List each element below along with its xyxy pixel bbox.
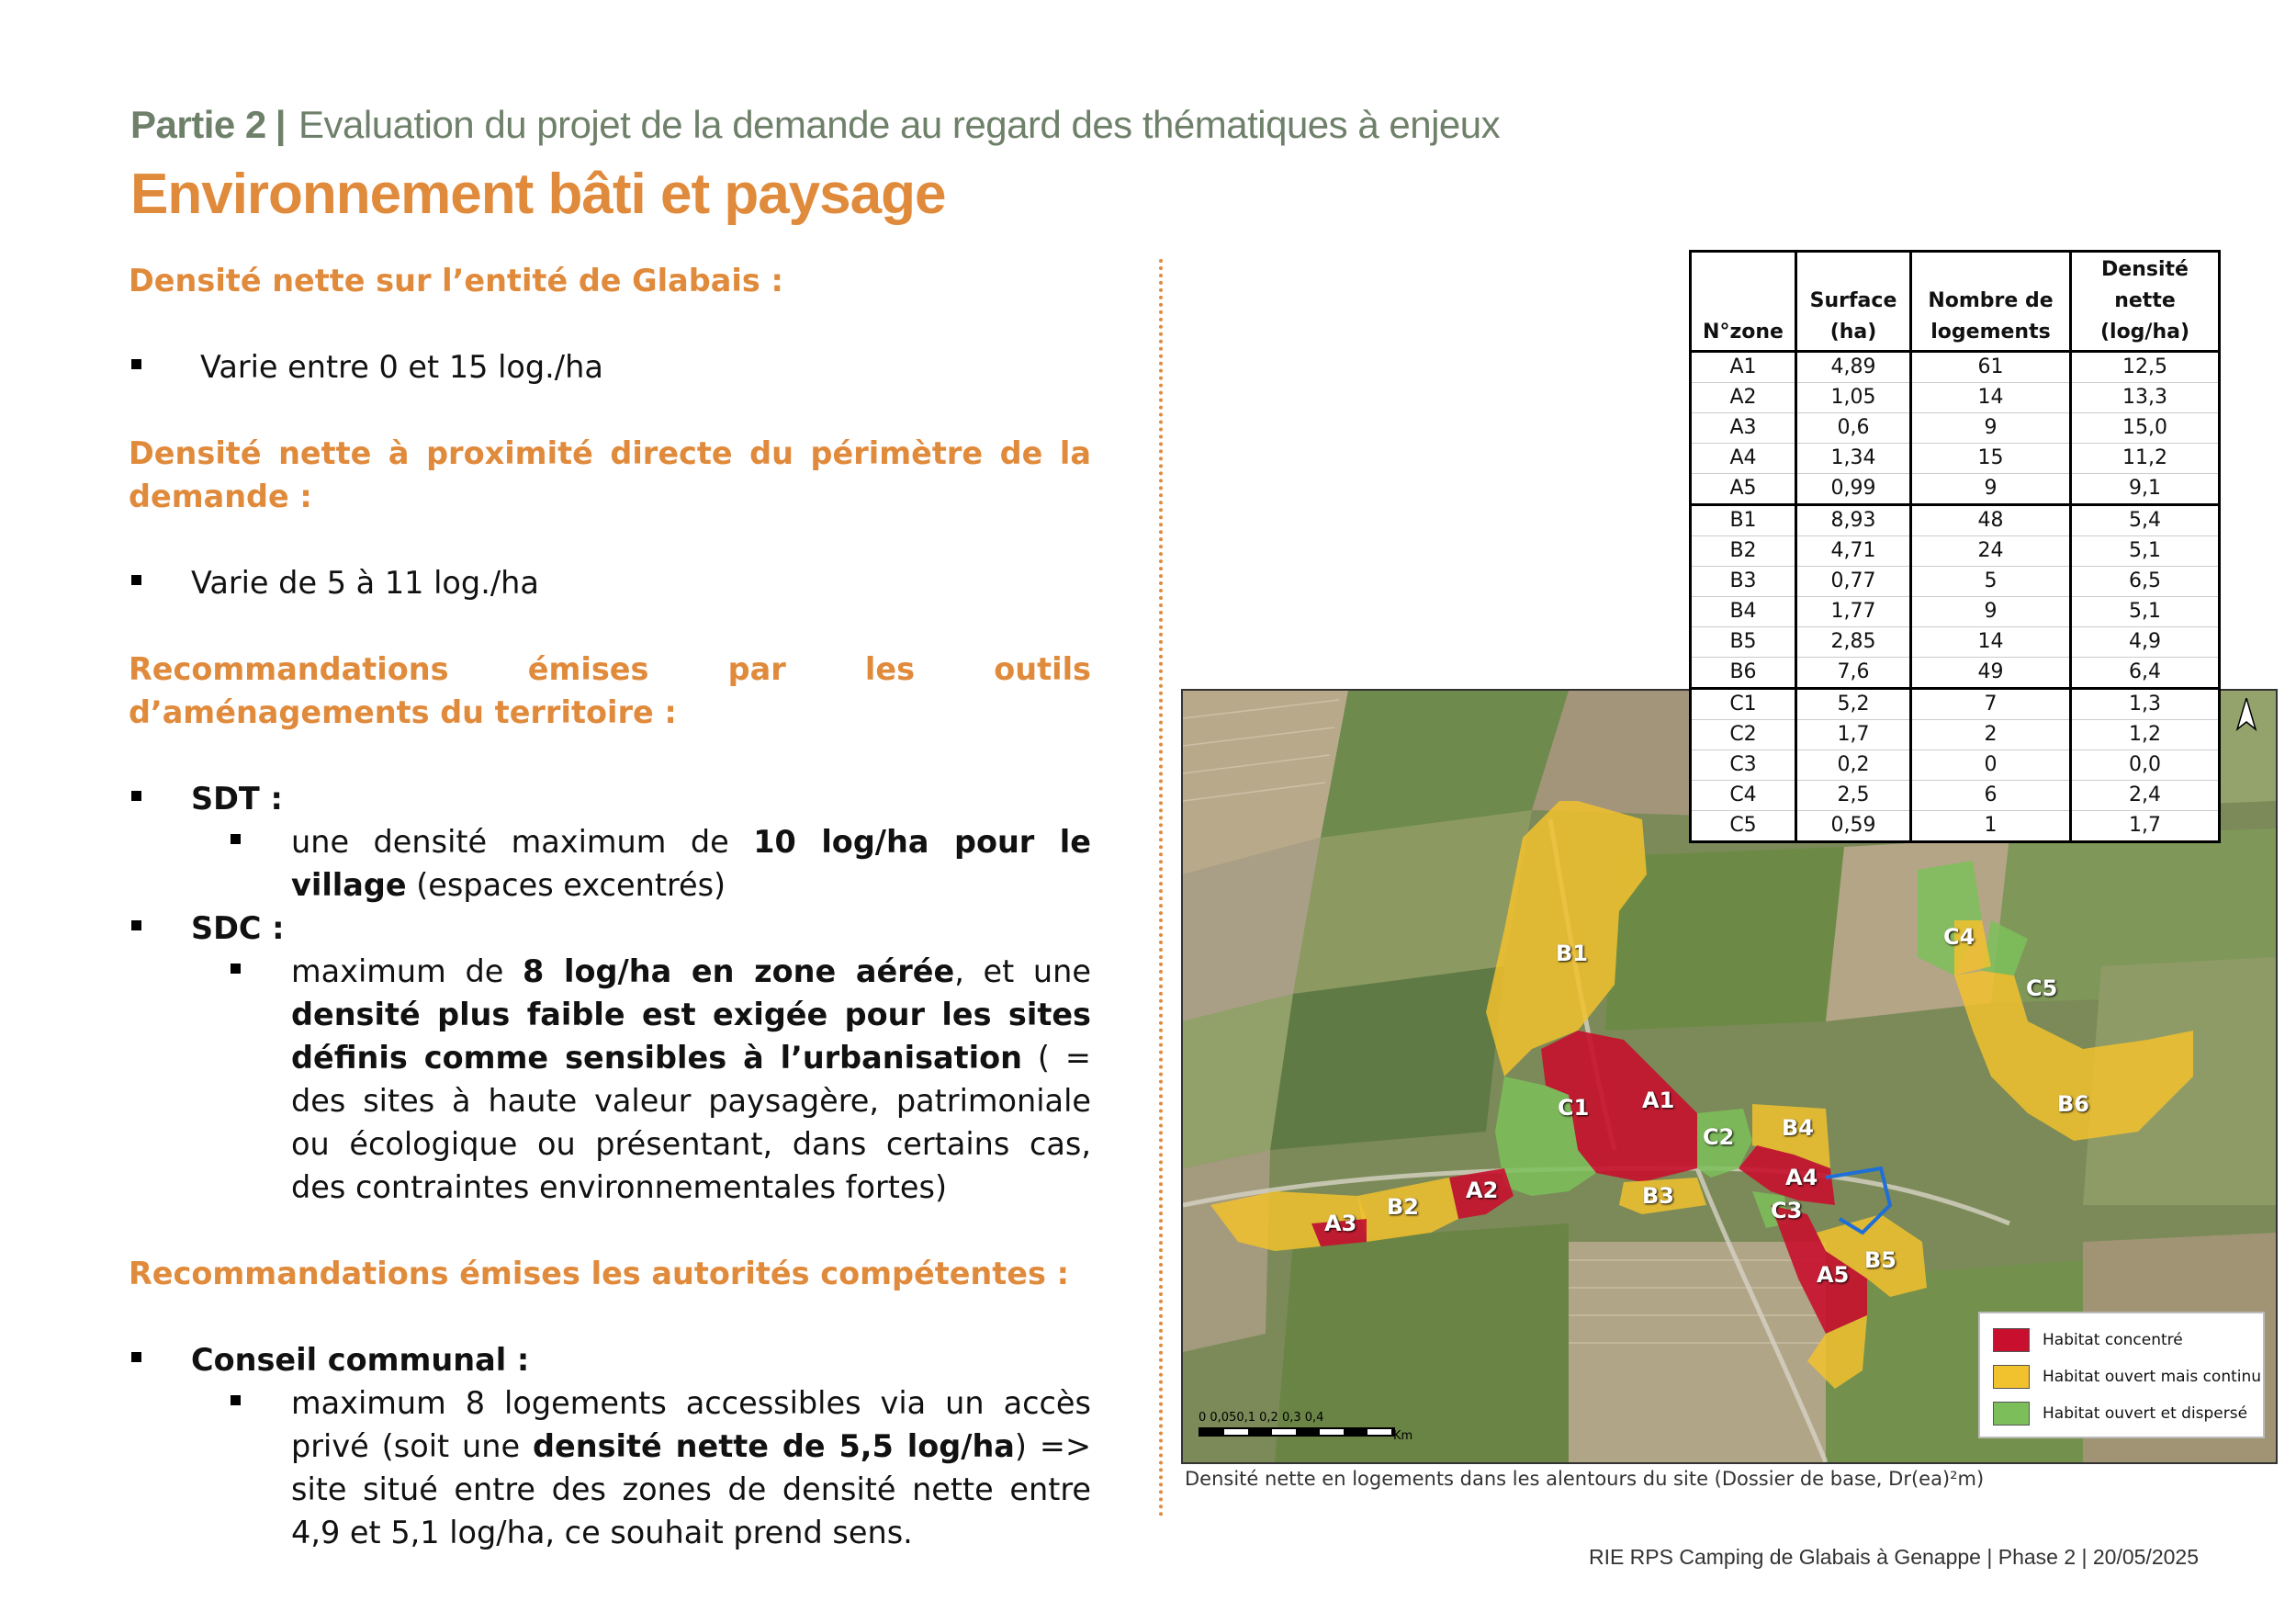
table-cell: 61: [1911, 352, 2071, 383]
map-label-B5: B5: [1864, 1247, 1896, 1273]
table-cell: 1: [1911, 811, 2071, 842]
legend-item-concentrated: [1993, 1328, 2183, 1352]
density-table: [1689, 250, 2221, 843]
table-cell: 12,5: [2071, 352, 2220, 383]
map-scale-bar: [1199, 1411, 1413, 1448]
table-cell: 0: [1911, 750, 2071, 781]
table-body: [1691, 352, 2220, 842]
table-cell: 1,7: [2071, 811, 2220, 842]
sdc-label: SDC :: [191, 910, 285, 946]
north-arrow-icon: [2235, 698, 2257, 735]
table-cell: 1,3: [2071, 689, 2220, 720]
table-cell: 5,4: [2071, 505, 2220, 536]
legend-label-open-continuous: Habitat ouvert mais continu: [2043, 1368, 2262, 1386]
sdt-label: SDT :: [191, 781, 283, 817]
table-cell: 48: [1911, 505, 2071, 536]
map-label-B4: B4: [1782, 1115, 1814, 1141]
legend-swatch-open-dispersed: [1993, 1402, 2030, 1426]
bullet-sdc: [129, 907, 1091, 950]
bullet-text: Varie de 5 à 11 log./ha: [191, 565, 539, 601]
map-label-C1: C1: [1558, 1095, 1590, 1121]
table-cell: 9,1: [2071, 474, 2220, 505]
sub-bullet-sdc: [129, 950, 1091, 1209]
table-row: [1691, 720, 2220, 750]
table-cell: 5: [1911, 567, 2071, 597]
table-cell: 8,93: [1796, 505, 1911, 536]
sdc-text-bold-1: 8 log/ha en zone aérée: [523, 953, 955, 989]
bullet-council: [129, 1338, 1091, 1381]
table-cell: B1: [1691, 505, 1796, 536]
map-label-C5: C5: [2026, 975, 2058, 1001]
table-cell: C2: [1691, 720, 1796, 750]
table-cell: C1: [1691, 689, 1796, 720]
table-cell: 6,4: [2071, 658, 2220, 689]
table-cell: 4,9: [2071, 627, 2220, 658]
scale-unit: Km: [1393, 1429, 1413, 1443]
sdt-text-1: une densité maximum de: [291, 824, 754, 860]
map-caption: Densité nette en logements dans les alentours du site (Dossier de base, Dr(ea)²m): [1185, 1468, 1985, 1490]
map-label-B2: B2: [1387, 1194, 1419, 1220]
table-cell: 1,7: [1796, 720, 1911, 750]
table-cell: 9: [1911, 413, 2071, 444]
heading-density-proximity: Densité nette à proximité directe du périmètre de la demande :: [129, 435, 1091, 514]
sdc-text-3: ( = des sites à haute valeur paysagère, patrimoniale ou écologique ou présentant, dans certains cas, des contraintes environnementales fortes): [291, 1040, 1091, 1205]
sdc-text-bold-2: densité plus faible est exigée pour les sites définis comme sensibles à l’urbanisation: [291, 997, 1091, 1076]
table-row: [1691, 444, 2220, 474]
table-cell: 1,05: [1796, 383, 1911, 413]
table-cell: 1,2: [2071, 720, 2220, 750]
table-row: [1691, 750, 2220, 781]
heading-recommendations-authorities: Recommandations émises les autorités compétentes :: [129, 1256, 1070, 1291]
sub-bullet-council: [129, 1381, 1091, 1554]
table-cell: B4: [1691, 597, 1796, 627]
map-legend: [1978, 1312, 2265, 1438]
table-cell: C4: [1691, 781, 1796, 811]
table-cell: 14: [1911, 383, 2071, 413]
sdt-text-2: (espaces excentrés): [406, 867, 726, 903]
column-divider: [1159, 259, 1163, 1517]
table-row: [1691, 597, 2220, 627]
table-cell: 15: [1911, 444, 2071, 474]
table-cell: 9: [1911, 597, 2071, 627]
council-text-bold: densité nette de 5,5 log/ha: [533, 1428, 1015, 1464]
table-cell: B6: [1691, 658, 1796, 689]
table-cell: 6: [1911, 781, 2071, 811]
table-cell: 7,6: [1796, 658, 1911, 689]
heading-density-entity: Densité nette sur l’entité de Glabais :: [129, 263, 783, 299]
table-cell: 0,0: [2071, 750, 2220, 781]
table-cell: A1: [1691, 352, 1796, 383]
table-cell: 24: [1911, 536, 2071, 567]
table-cell: 5,2: [1796, 689, 1911, 720]
left-column: [129, 259, 1091, 1554]
table-cell: 1,34: [1796, 444, 1911, 474]
table-cell: 1,77: [1796, 597, 1911, 627]
table-cell: A3: [1691, 413, 1796, 444]
table-cell: 2,85: [1796, 627, 1911, 658]
council-label: Conseil communal :: [191, 1342, 530, 1378]
table-header-density: Densité nette (log/ha): [2071, 252, 2220, 352]
council-text-1: maximum 8 logements accessibles via un accès privé (soit une: [291, 1385, 1091, 1464]
table-cell: B3: [1691, 567, 1796, 597]
table-row: [1691, 383, 2220, 413]
table-row: [1691, 567, 2220, 597]
table-row: [1691, 689, 2220, 720]
map-label-A2: A2: [1466, 1178, 1499, 1203]
table-row: [1691, 781, 2220, 811]
bullet-density-proximity: [129, 561, 1091, 604]
table-cell: A2: [1691, 383, 1796, 413]
sdc-text-1: maximum de: [291, 953, 523, 989]
header-separator: |: [275, 103, 287, 146]
table-cell: A5: [1691, 474, 1796, 505]
table-cell: 2: [1911, 720, 2071, 750]
table-cell: 2,4: [2071, 781, 2220, 811]
table-row: [1691, 627, 2220, 658]
table-row: [1691, 413, 2220, 444]
map-label-B3: B3: [1642, 1183, 1674, 1209]
section-header: [130, 103, 1500, 147]
table-cell: 14: [1911, 627, 2071, 658]
council-text-2: ) => site situé entre des zones de densité nette entre 4,9 et 5,1 log/ha, ce souhait prend sens.: [291, 1428, 1092, 1550]
table-header-row: [1691, 252, 2220, 352]
legend-item-open-continuous: [1993, 1365, 2261, 1389]
table-cell: 0,2: [1796, 750, 1911, 781]
table-cell: 0,6: [1796, 413, 1911, 444]
table-cell: 2,5: [1796, 781, 1911, 811]
map-label-B1: B1: [1556, 941, 1588, 966]
bullet-sdt: [129, 777, 1091, 820]
scale-track: [1199, 1427, 1395, 1437]
table-cell: A4: [1691, 444, 1796, 474]
table-row: [1691, 352, 2220, 383]
map-label-A3: A3: [1324, 1211, 1357, 1236]
table-cell: C3: [1691, 750, 1796, 781]
map-label-B6: B6: [2057, 1091, 2089, 1117]
table-cell: 0,77: [1796, 567, 1911, 597]
table-cell: 5,1: [2071, 597, 2220, 627]
table-cell: 0,59: [1796, 811, 1911, 842]
table-cell: B5: [1691, 627, 1796, 658]
legend-label-concentrated: Habitat concentré: [2043, 1331, 2183, 1349]
map-label-C2: C2: [1703, 1124, 1735, 1150]
map-label-C4: C4: [1943, 924, 1975, 950]
table-cell: C5: [1691, 811, 1796, 842]
scale-labels: 0 0,050,1 0,2 0,3 0,4: [1199, 1411, 1324, 1425]
table-row: [1691, 811, 2220, 842]
table-cell: 4,89: [1796, 352, 1911, 383]
page-footer: RIE RPS Camping de Glabais à Genappe | Phase 2 | 20/05/2025: [1588, 1545, 2199, 1569]
table-cell: 5,1: [2071, 536, 2220, 567]
table-cell: 0,99: [1796, 474, 1911, 505]
table-header-surface: Surface (ha): [1796, 252, 1911, 352]
bullet-text: Varie entre 0 et 15 log./ha: [200, 349, 603, 385]
map-label-A1: A1: [1642, 1088, 1675, 1113]
table-row: [1691, 658, 2220, 689]
page-title: Environnement bâti et paysage: [130, 163, 946, 226]
part-subtitle: Evaluation du projet de la demande au regard des thématiques à enjeux: [298, 103, 1501, 146]
heading-recommendations-tools: Recommandations émises par les outils d’aménagements du territoire :: [129, 651, 1091, 730]
table-cell: 4,71: [1796, 536, 1911, 567]
sdt-text-bold: 10 log/ha pour le village: [291, 824, 1092, 903]
table-cell: 7: [1911, 689, 2071, 720]
table-header-housing: Nombre de logements: [1911, 252, 2071, 352]
table-header-zone: N°zone: [1691, 252, 1796, 352]
table-cell: 9: [1911, 474, 2071, 505]
map-label-A5: A5: [1817, 1262, 1850, 1288]
table-cell: 15,0: [2071, 413, 2220, 444]
bullet-density-entity: [129, 345, 1091, 389]
sdc-text-2: , et une: [954, 953, 1091, 989]
table-row: [1691, 536, 2220, 567]
map-label-C3: C3: [1771, 1198, 1803, 1223]
table-row: [1691, 505, 2220, 536]
legend-swatch-open-continuous: [1993, 1365, 2030, 1389]
table-cell: 6,5: [2071, 567, 2220, 597]
table-cell: B2: [1691, 536, 1796, 567]
table-cell: 49: [1911, 658, 2071, 689]
legend-item-open-dispersed: [1993, 1402, 2247, 1426]
table-row: [1691, 474, 2220, 505]
map-label-A4: A4: [1785, 1165, 1818, 1190]
legend-swatch-concentrated: [1993, 1328, 2030, 1352]
sub-bullet-sdt: [129, 820, 1091, 907]
legend-label-open-dispersed: Habitat ouvert et dispersé: [2043, 1404, 2248, 1423]
table-cell: 13,3: [2071, 383, 2220, 413]
part-label: Partie 2: [130, 103, 266, 146]
table-cell: 11,2: [2071, 444, 2220, 474]
